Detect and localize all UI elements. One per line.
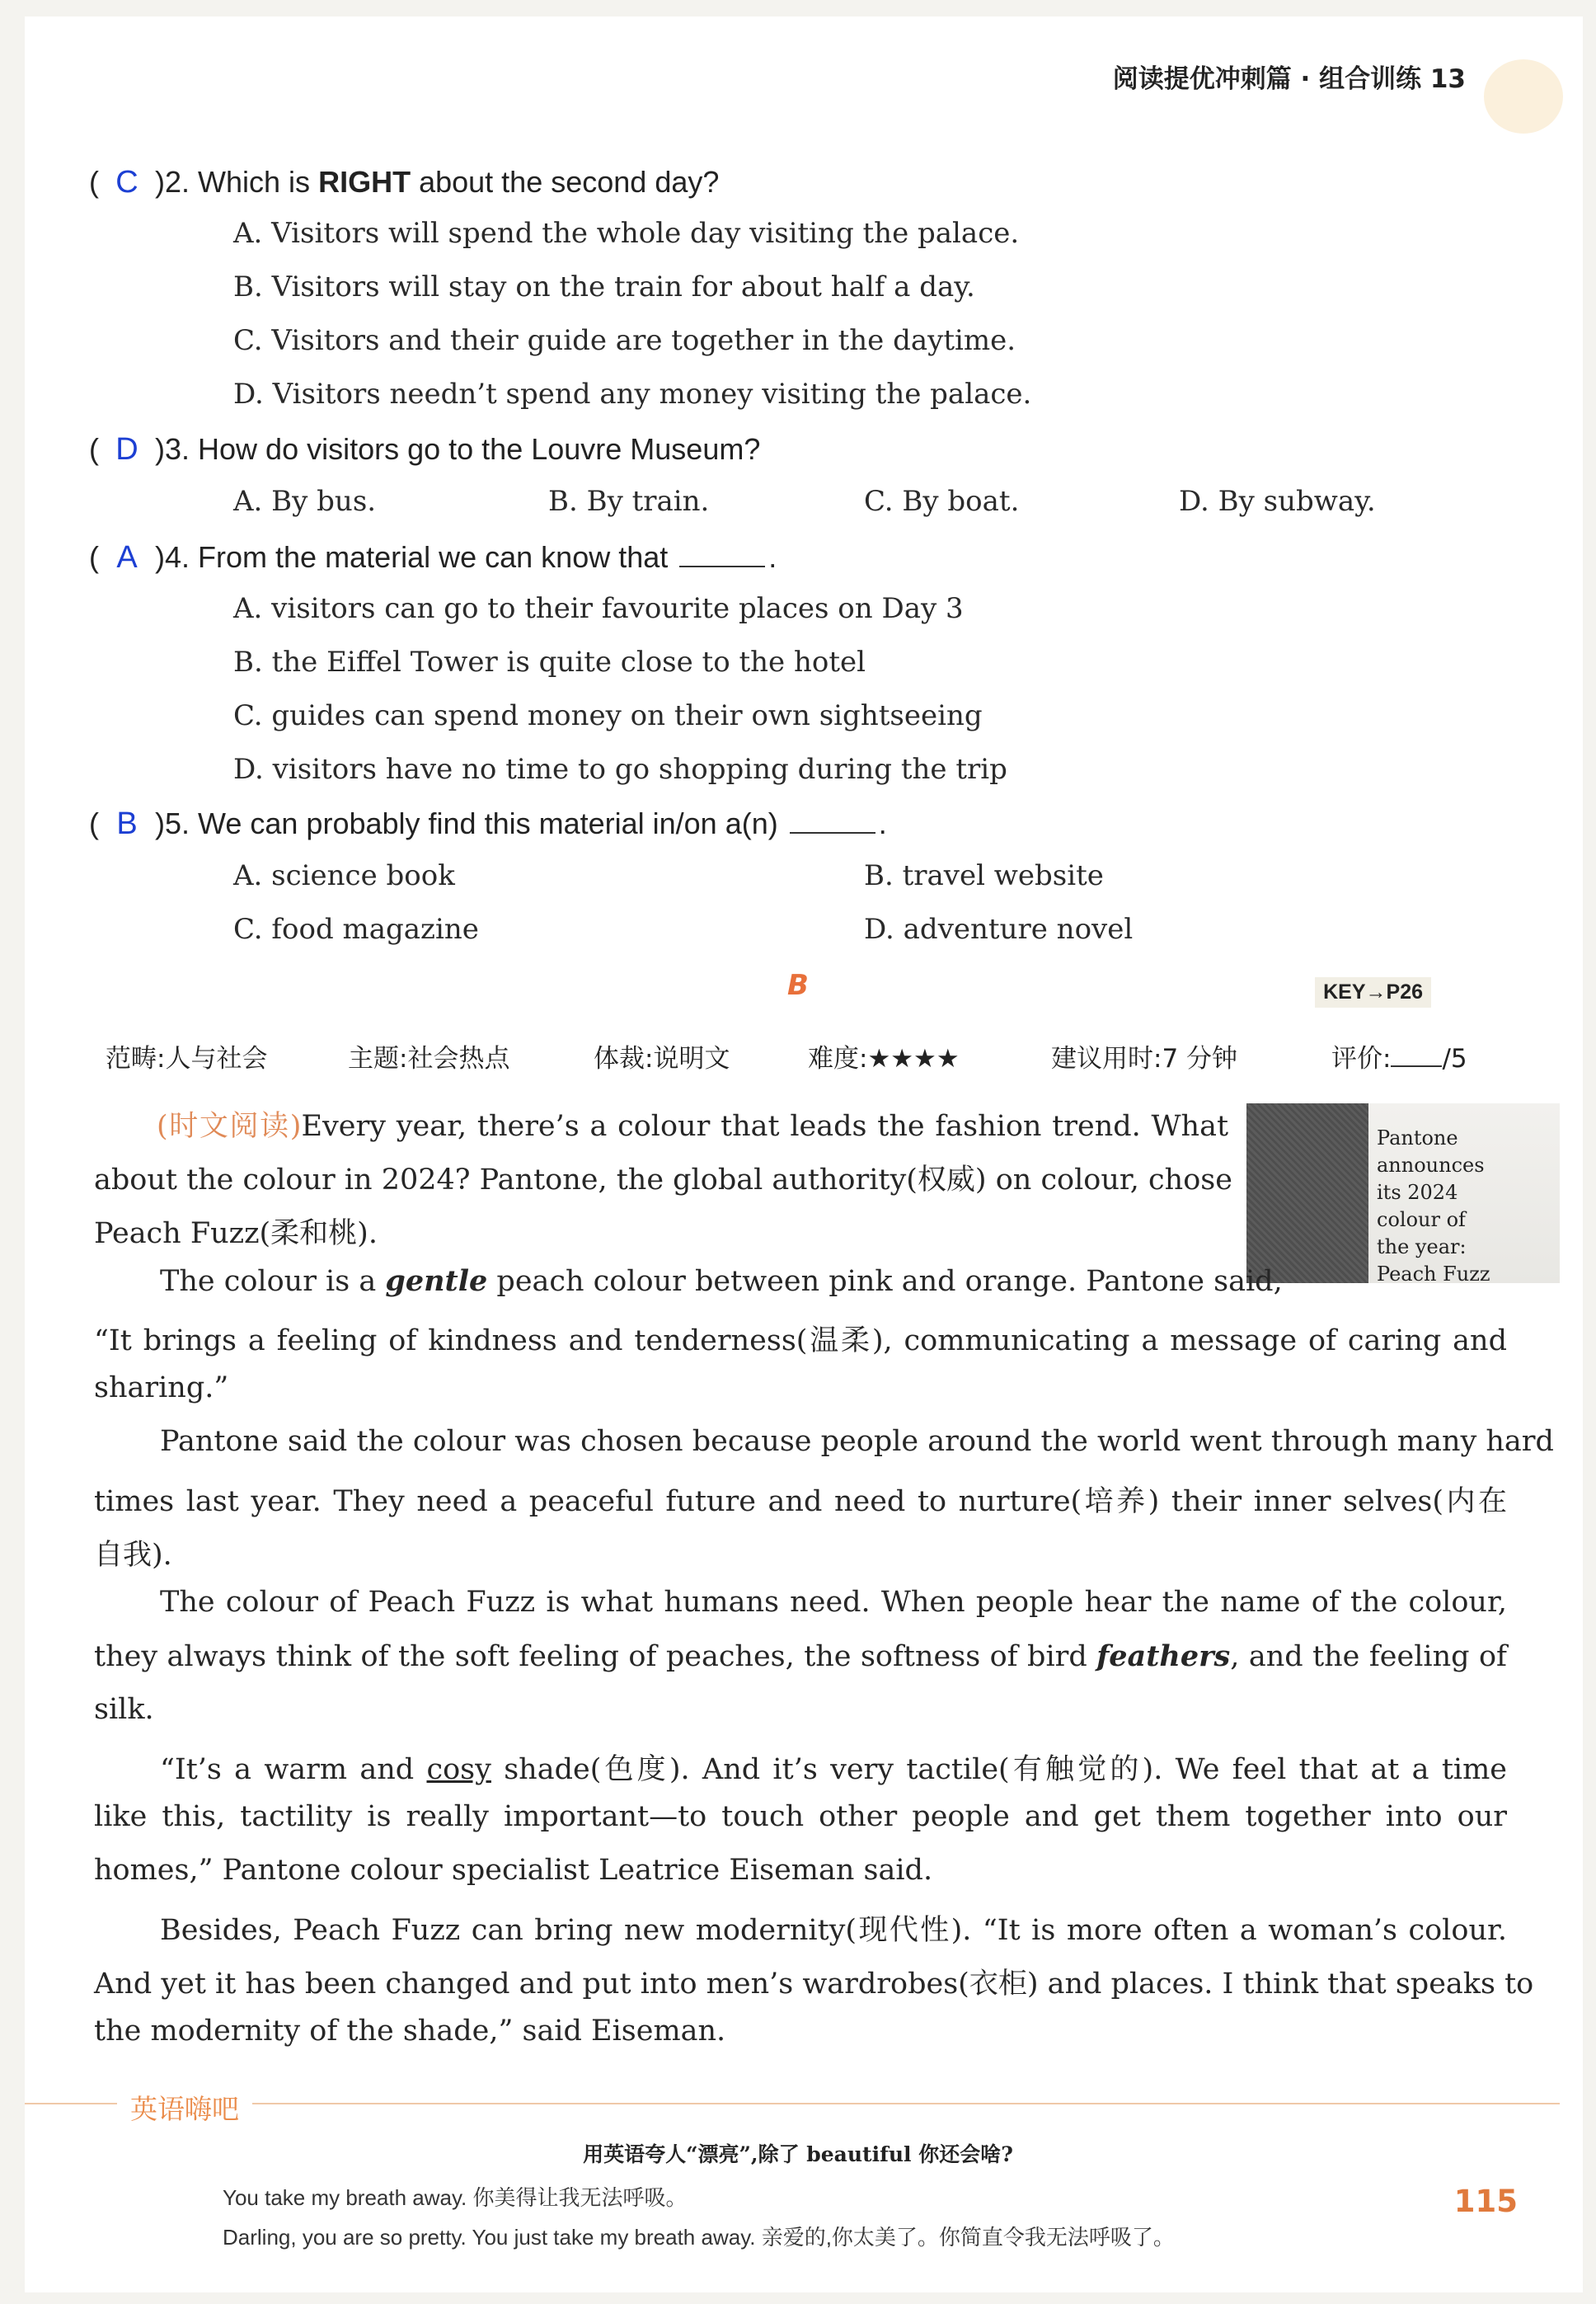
question-4: ( A )4. From the material we can know that . [89, 540, 777, 575]
article-line-16: Besides, Peach Fuzz can bring new modernity(现代性). “It is more often a woman’s colour. [160, 1914, 1507, 1947]
article-photo [1246, 1103, 1560, 1286]
answer-5: B [116, 806, 138, 841]
article-tag: (时文阅读) [157, 1110, 302, 1143]
answer-blank [679, 541, 765, 567]
footer-divider [25, 2103, 1560, 2104]
article-line-5: “It brings a feeling of kindness and tenderness(温柔), communicating a message of caring and [94, 1324, 1507, 1357]
meta-difficulty: 难度:★★★★ [808, 1044, 960, 1074]
tip-title: 用英语夸人“漂亮”,除了 beautiful 你还会啥? [583, 2142, 1013, 2166]
option-4a: A. visitors can go to their favourite places on Day 3 [233, 592, 964, 625]
answer-blank [790, 807, 875, 834]
meta-genre: 体裁:说明文 [594, 1044, 730, 1074]
option-3c: C. By boat. [864, 485, 1020, 518]
option-3b: B. By train. [548, 485, 710, 518]
answer-key-reference: KEY→P26 [1315, 977, 1431, 1008]
article-line-8: times last year. They need a peaceful future and need to nurture(培养) their inner selves(内在 [94, 1485, 1507, 1518]
article-line-3: Peach Fuzz(柔和桃). [94, 1217, 378, 1250]
option-5b: B. travel website [864, 859, 1104, 892]
article-line-9: 自我). [94, 1539, 172, 1572]
meta-category: 范畴:人与社会 [106, 1044, 268, 1074]
question-3: ( D )3. How do visitors go to the Louvre Museum? [89, 432, 761, 467]
photo-caption: Pantone announces its 2024 colour of the year: Peach Fuzz [1377, 1126, 1490, 1286]
peach-fuzz-swatch-image [1246, 1103, 1368, 1283]
option-4d: D. visitors have no time to go shopping during the trip [233, 753, 1007, 786]
question-2: ( C )2. Which is RIGHT about the second day? [89, 165, 720, 200]
article-line-17: And yet it has been changed and put into men’s wardrobes(衣柜) and places. I think that speaks to [94, 1968, 1534, 2001]
option-4b: B. the Eiffel Tower is quite close to the hotel [233, 646, 866, 679]
section-label: B [787, 969, 809, 1002]
option-2c: C. Visitors and their guide are together in the daytime. [233, 324, 1016, 357]
article-line-1: (时文阅读)Every year, there’s a colour that leads the fashion trend. What [157, 1110, 1229, 1143]
meta-theme: 主题:社会热点 [348, 1044, 510, 1074]
meta-score: 评价: /5 [1331, 1044, 1467, 1074]
option-5d: D. adventure novel [864, 913, 1134, 946]
article-line-15: homes,” Pantone colour specialist Leatrice Eiseman said. [94, 1854, 933, 1887]
page-number: 115 [1453, 2184, 1518, 2219]
meta-time: 建议用时:7 分钟 [1051, 1044, 1238, 1074]
article-line-12: silk. [94, 1693, 154, 1726]
option-4c: C. guides can spend money on their own sightseeing [233, 699, 983, 732]
article-line-6: sharing.” [94, 1371, 229, 1404]
article-line-11: they always think of the soft feeling of peaches, the softness of bird feathers, and the feeling of [94, 1639, 1507, 1673]
article-line-14: like this, tactility is really important—to touch other people and get them together into our [94, 1800, 1507, 1833]
score-blank [1391, 1044, 1442, 1067]
tip-line-2: Darling, you are so pretty. You just take my breath away. 亲爱的,你太美了。你简直令我无法呼吸了。 [223, 2225, 1175, 2250]
article-line-4: The colour is a gentle peach colour between pink and orange. Pantone said, [160, 1264, 1283, 1298]
header-decoration [1484, 59, 1563, 134]
article-line-2: about the colour in 2024? Pantone, the global authority(权威) on colour, chose [94, 1164, 1232, 1197]
answer-4: A [116, 540, 138, 575]
option-5a: A. science book [233, 859, 455, 892]
question-5: ( B )5. We can probably find this material in/on a(n) . [89, 806, 887, 841]
option-3a: A. By bus. [233, 485, 377, 518]
article-line-10: The colour of Peach Fuzz is what humans need. When people hear the name of the colour, [160, 1586, 1507, 1619]
tip-line-1: You take my breath away. 你美得让我无法呼吸。 [223, 2185, 688, 2210]
option-2b: B. Visitors will stay on the train for about half a day. [233, 270, 975, 303]
answer-3: D [115, 432, 138, 467]
option-2a: A. Visitors will spend the whole day visiting the palace. [233, 217, 1020, 250]
option-5c: C. food magazine [233, 913, 479, 946]
page-header-title: 阅读提优冲刺篇 · 组合训练 13 [1112, 64, 1466, 94]
article-line-13: “It’s a warm and cosy shade(色度). And it’s very tactile(有触觉的). We feel that at a time [160, 1753, 1507, 1786]
article-line-18: the modernity of the shade,” said Eiseman. [94, 2015, 726, 2048]
option-2d: D. Visitors needn’t spend any money visiting the palace. [233, 378, 1032, 411]
footer-brand: 英语嗨吧 [117, 2088, 252, 2127]
option-3d: D. By subway. [1179, 485, 1376, 518]
article-line-7: Pantone said the colour was chosen because people around the world went through many hard [160, 1425, 1554, 1458]
answer-2: C [115, 165, 138, 200]
